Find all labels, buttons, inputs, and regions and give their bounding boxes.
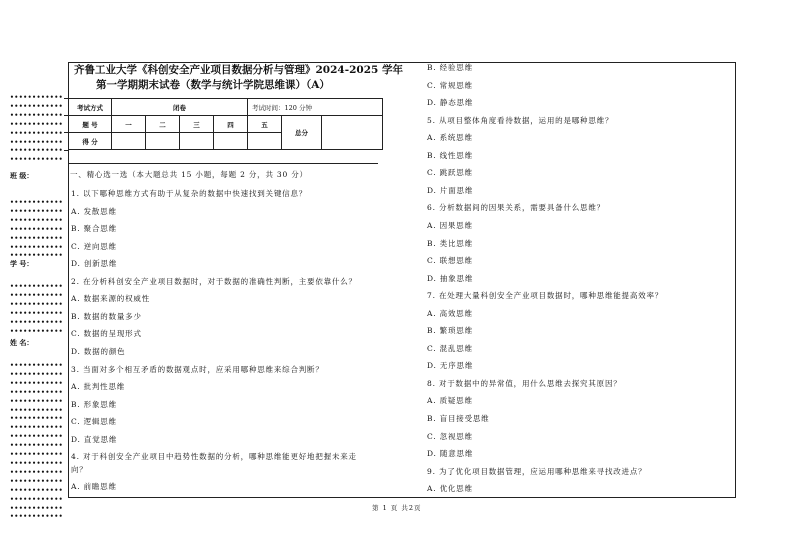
answer-option: A. 优化思维 bbox=[427, 484, 473, 494]
answer-option: A. 数据来源的权威性 bbox=[71, 294, 150, 304]
answer-option: D. 静态思维 bbox=[427, 98, 474, 108]
answer-option: D. 抽象思维 bbox=[427, 273, 474, 283]
question-text: 1. 以下哪种思维方式有助于从复杂的数据中快速找到关键信息？ bbox=[71, 189, 308, 198]
answer-option: B. 类比思维 bbox=[427, 238, 473, 248]
answer-option: D. 片面思维 bbox=[427, 185, 474, 195]
margin-tick bbox=[64, 115, 69, 116]
score-cell bbox=[214, 133, 248, 150]
answer-option: 向？ bbox=[71, 464, 88, 474]
col-4: 四 bbox=[214, 116, 248, 133]
margin-tick bbox=[64, 132, 69, 133]
page-footer: 第 1 页 共2页 bbox=[372, 504, 422, 512]
exam-mode-value: 闭卷 bbox=[112, 99, 248, 116]
divider bbox=[68, 163, 378, 164]
question-text: 7. 在处理大量科创安全产业项目数据时，哪种思维能提高效率？ bbox=[427, 291, 664, 301]
cut-line-dots: •••••••••••• •••••••••••• •••••••••••• •••••••••••• •••••••••••• •••••••••••• •••••••••••• bbox=[10, 199, 64, 260]
question-text: 5. 从项目整体角度看待数据，运用的是哪种思维？ bbox=[427, 115, 614, 125]
cut-line-dots: •••••••••••• •••••••••••• •••••••••••• •••••••••••• •••••••••••• •••••••••••• •••••••••••• •••••••••••• bbox=[10, 94, 64, 164]
margin-tick bbox=[64, 150, 69, 151]
question-text: 2. 在分析科创安全产业项目数据时，对于数据的准确性判断，主要依靠什么？ bbox=[71, 276, 357, 286]
answer-option: B. 盲目接受思维 bbox=[427, 414, 490, 423]
score-cell bbox=[112, 133, 146, 150]
answer-option: C. 逻辑思维 bbox=[71, 417, 117, 427]
score-cell bbox=[248, 133, 282, 150]
answer-option: B. 聚合思维 bbox=[71, 224, 117, 234]
answer-option: A. 批判性思维 bbox=[71, 382, 126, 392]
exam-title-line1: 齐鲁工业大学《科创安全产业项目数据分析与管理》2024-2025 学年 bbox=[74, 64, 403, 76]
answer-option: D. 随意思维 bbox=[427, 449, 474, 459]
question-text: 9. 为了优化项目数据管理，应运用哪种思维来寻找改进点？ bbox=[427, 466, 647, 476]
answer-option: C. 常规思维 bbox=[427, 80, 473, 90]
total-label: 总分 bbox=[282, 116, 322, 150]
answer-option: C. 混乱思维 bbox=[427, 343, 473, 353]
exam-mode-label: 考试方式 bbox=[69, 99, 112, 116]
col-1: 一 bbox=[112, 116, 146, 133]
answer-option: B. 形象思维 bbox=[71, 399, 117, 409]
answer-option: C. 跳跃思维 bbox=[427, 168, 473, 178]
question-text: 8. 对于数据中的异常值，用什么思维去探究其原因？ bbox=[427, 378, 622, 388]
score-label: 得 分 bbox=[69, 133, 112, 150]
question-text: 4. 对于科创安全产业项目中趋势性数据的分析，哪种思维能更好地把握未来走 bbox=[71, 452, 357, 462]
col-5: 五 bbox=[248, 116, 282, 133]
score-cell bbox=[146, 133, 180, 150]
exam-info-table bbox=[68, 98, 383, 150]
answer-option: D. 直觉思维 bbox=[71, 434, 118, 444]
col-3: 三 bbox=[180, 116, 214, 133]
total-score-cell bbox=[322, 116, 383, 150]
question-text: 6. 分析数据间的因果关系，需要具备什么思维？ bbox=[427, 203, 605, 213]
answer-option: C. 逆向思维 bbox=[71, 241, 117, 251]
student-id-label: 学 号： bbox=[10, 259, 34, 268]
col-2: 二 bbox=[146, 116, 180, 133]
cut-line-dots: •••••••••••• •••••••••••• •••••••••••• •••••••••••• •••••••••••• •••••••••••• •••••••••••• •••••••••••• •••••••••••• •••••••••••• •••••••••••• •••••••••••• •••••••••••• •••••••••••• •••••••••••• •••••••••••• •••••••••••• •••••••••••• bbox=[10, 362, 64, 521]
answer-option: B. 繁琐思维 bbox=[427, 326, 473, 336]
exam-title-line2: 第一学期期末试卷（数学与统计学院思维课）（A） bbox=[96, 79, 330, 91]
name-label: 姓 名： bbox=[10, 338, 34, 347]
section-title: 一、精心选一选（本大题总共 15 小题，每题 2 分，共 30 分） bbox=[70, 170, 308, 179]
answer-option: D. 无序思维 bbox=[427, 361, 474, 371]
answer-option: B. 线性思维 bbox=[427, 150, 473, 160]
answer-option: D. 数据的颜色 bbox=[71, 346, 126, 356]
answer-option: A. 前瞻思维 bbox=[71, 482, 117, 492]
answer-option: A. 系统思维 bbox=[427, 133, 473, 143]
answer-option: A. 发散思维 bbox=[71, 206, 117, 216]
answer-option: B. 数据的数量多少 bbox=[71, 311, 142, 321]
score-cell bbox=[180, 133, 214, 150]
answer-option: C. 联想思维 bbox=[427, 256, 473, 266]
answer-option: A. 高效思维 bbox=[427, 308, 473, 318]
class-label: 班 级： bbox=[10, 171, 34, 180]
exam-time: 考试时间：120 分钟 bbox=[248, 99, 383, 116]
cut-line-dots: •••••••••••• •••••••••••• •••••••••••• •••••••••••• •••••••••••• •••••••••••• bbox=[10, 283, 64, 335]
margin-tick bbox=[64, 98, 69, 99]
question-text: 3. 当面对多个相互矛盾的数据观点时，应采用哪种思维来综合判断？ bbox=[71, 364, 324, 374]
answer-option: C. 忽视思维 bbox=[427, 431, 473, 441]
answer-option: A. 因果思维 bbox=[427, 220, 473, 230]
answer-option: C. 数据的呈现形式 bbox=[71, 329, 142, 339]
answer-option: A. 质疑思维 bbox=[427, 396, 473, 406]
answer-option: B. 经验思维 bbox=[427, 63, 473, 72]
answer-option: D. 创新思维 bbox=[71, 259, 118, 269]
question-no-label: 题 号 bbox=[69, 116, 112, 133]
